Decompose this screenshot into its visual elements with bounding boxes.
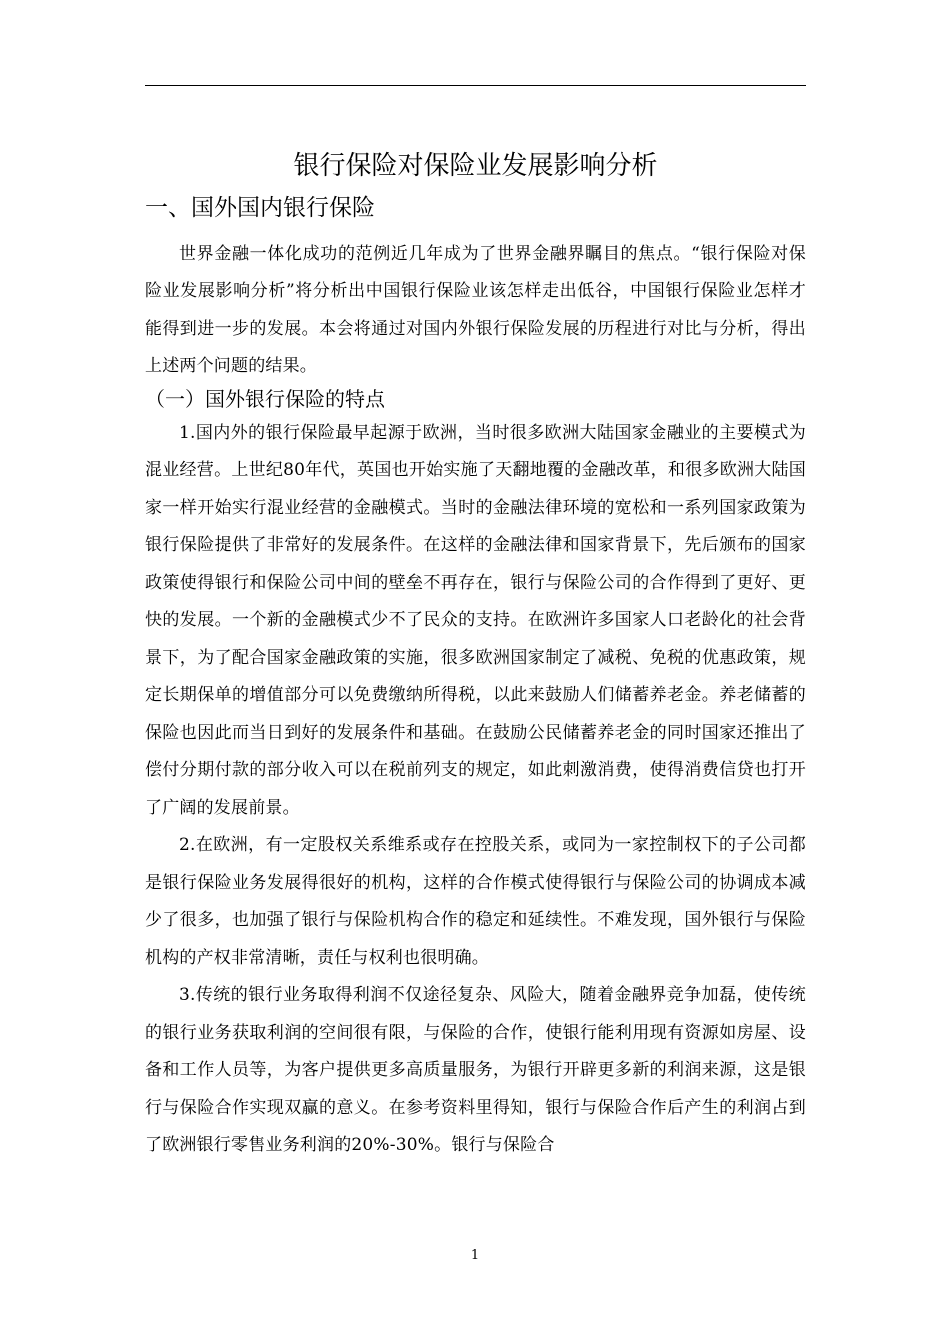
section-heading: 一、国外国内银行保险 <box>145 194 375 221</box>
document-body <box>145 150 806 1165</box>
body-paragraph-1: 1.国内外的银行保险最早起源于欧洲，当时很多欧洲大陆国家金融业的主要模式为混业经营。上世纪80年代，英国也开始实施了天翻地覆的金融改革，和很多欧洲大陆国家一样开始实行混业经营的金融模式。当时的金融法律环境的宽松和一系列国家政策为银行保险提供了非常好的发展条件。在这样的金融法律和国家背景下，先后颁布的国家政策使得银行和保险公司中间的壁垒不再存在，银行与保险公司的合作得到了更好、更快的发展。一个新的金融模式少不了民众的支持。在欧洲许多国家人口老龄化的社会背景下，为了配合国家金融政策的实施，很多欧洲国家制定了减税、免税的优惠政策，规定长期保单的增值部分可以免费缴纳所得税，以此来鼓励人们储蓄养老金。养老储蓄的保险也因此而当日到好的发展条件和基础。在鼓励公民储蓄养老金的同时国家还推出了偿付分期付款的部分收入可以在税前列支的规定，如此刺激消费，使得消费信贷也打开了广阔的发展前景。 <box>145 422 806 818</box>
subsection-heading: （一）国外银行保险的特点 <box>145 386 385 411</box>
page-number: 1 <box>470 1248 480 1263</box>
body-paragraph-3: 3.传统的银行业务取得利润不仅途径复杂、风险大，随着金融界竞争加磊，使传统的银行业务获取利润的空间很有限，与保险的合作，使银行能利用现有资源如房屋、设备和工作人员等，为客户提供更多高质量服务，为银行开辟更多新的利润来源，这是银行与保险合作实现双赢的意义。在参考资料里得知，银行与保险合作后产生的利润占到了欧洲银行零售业务利润的20%-30%。银行与保险合 <box>145 985 806 1156</box>
intro-paragraph: 世界金融一体化成功的范例近几年成为了世界金融界瞩目的焦点。“银行保险对保险业发展影响分析”将分析出中国银行保险业该怎样走出低谷，中国银行保险业怎样才能得到进一步的发展。本会将通过对国内外银行保险发展的历程进行对比与分析，得出上述两个问题的结果。 <box>145 243 806 377</box>
header-rule <box>145 85 806 86</box>
body-paragraph-2: 2.在欧洲，有一定股权关系维系或存在控股关系，或同为一家控制权下的子公司都是银行保险业务发展得很好的机构，这样的合作模式使得银行与保险公司的协调成本减少了很多，也加强了银行与保险机构合作的稳定和延续性。不难发现，国外银行与保险机构的产权非常清晰，责任与权利也很明确。 <box>145 835 806 968</box>
document-title: 银行保险对保险业发展影响分析 <box>293 151 658 181</box>
